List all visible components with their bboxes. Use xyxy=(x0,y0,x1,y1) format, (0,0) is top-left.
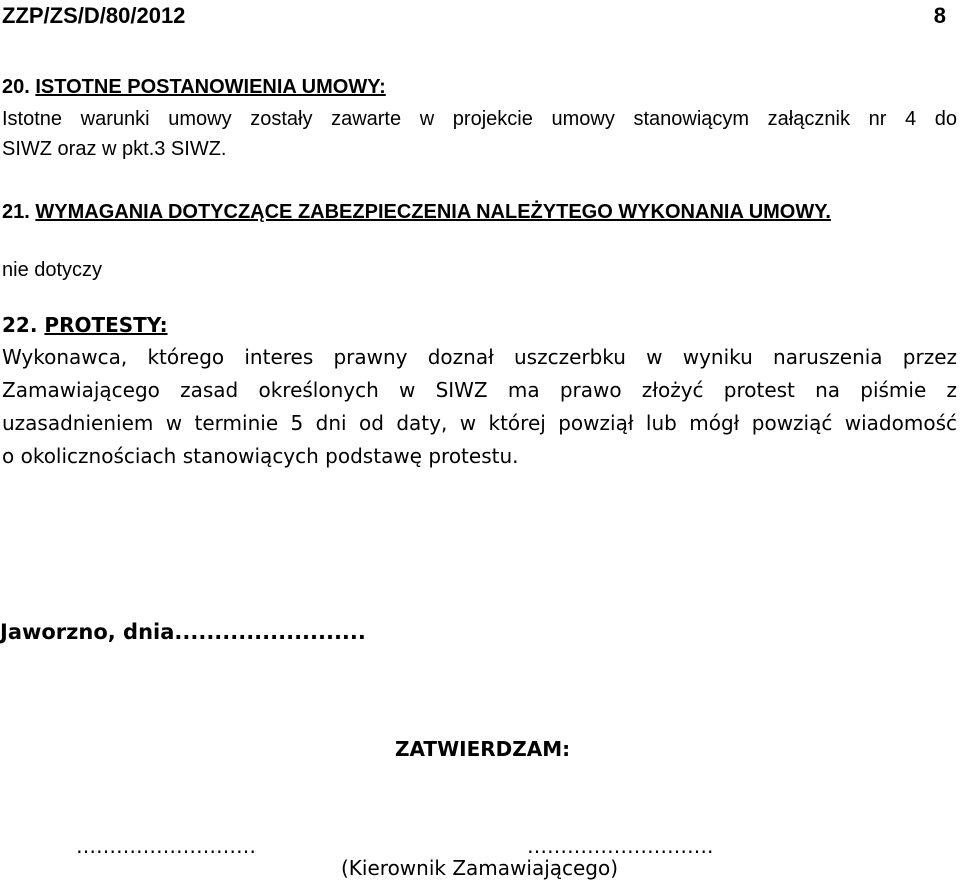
section-20-line: SIWZ oraz w pkt.3 SIWZ. xyxy=(2,138,227,160)
signature-line-right: ………………………. xyxy=(527,834,714,858)
section-21-title: WYMAGANIA DOTYCZĄCE ZABEZPIECZENIA NALEŻYTEGO WYKONANIA UMOWY. xyxy=(35,201,831,223)
place-date-line: Jaworzno, dnia........................ xyxy=(0,620,366,644)
section-22-line: o okolicznościach stanowiących podstawę protestu. xyxy=(2,444,519,468)
signature-line-left: ……………………… xyxy=(76,834,256,858)
section-22-heading xyxy=(2,313,168,337)
section-22-number: 22. xyxy=(2,313,38,337)
section-22-line: Zamawiającego zasad określonych w SIWZ ma prawo złożyć protest na piśmie z xyxy=(2,378,957,402)
section-20-number: 20. xyxy=(2,76,30,98)
section-20-title: ISTOTNE POSTANOWIENIA UMOWY: xyxy=(35,76,386,98)
section-22-body xyxy=(2,341,957,473)
section-22-title: PROTESTY: xyxy=(44,313,168,337)
approval-heading: ZATWIERDZAM: xyxy=(395,737,571,761)
section-21-heading xyxy=(2,201,831,224)
section-20-line: Istotne warunki umowy zostały zawarte w projekcie umowy stanowiącym załącznik nr 4 do xyxy=(2,108,957,130)
section-22-line: uzasadnieniem w terminie 5 dni od daty, w której powziął lub mógł powziąć wiadomość xyxy=(2,411,957,435)
section-21-body: nie dotyczy xyxy=(2,259,103,281)
section-21-number: 21. xyxy=(2,201,30,223)
document-number: ZZP/ZS/D/80/2012 xyxy=(2,3,186,28)
signatory-label: (Kierownik Zamawiającego) xyxy=(341,856,619,880)
page-number: 8 xyxy=(933,3,946,28)
section-20-heading xyxy=(2,76,386,99)
section-22-line: Wykonawca, którego interes prawny doznał uszczerbku w wyniku naruszenia przez xyxy=(2,345,957,369)
section-20-body xyxy=(2,104,957,164)
